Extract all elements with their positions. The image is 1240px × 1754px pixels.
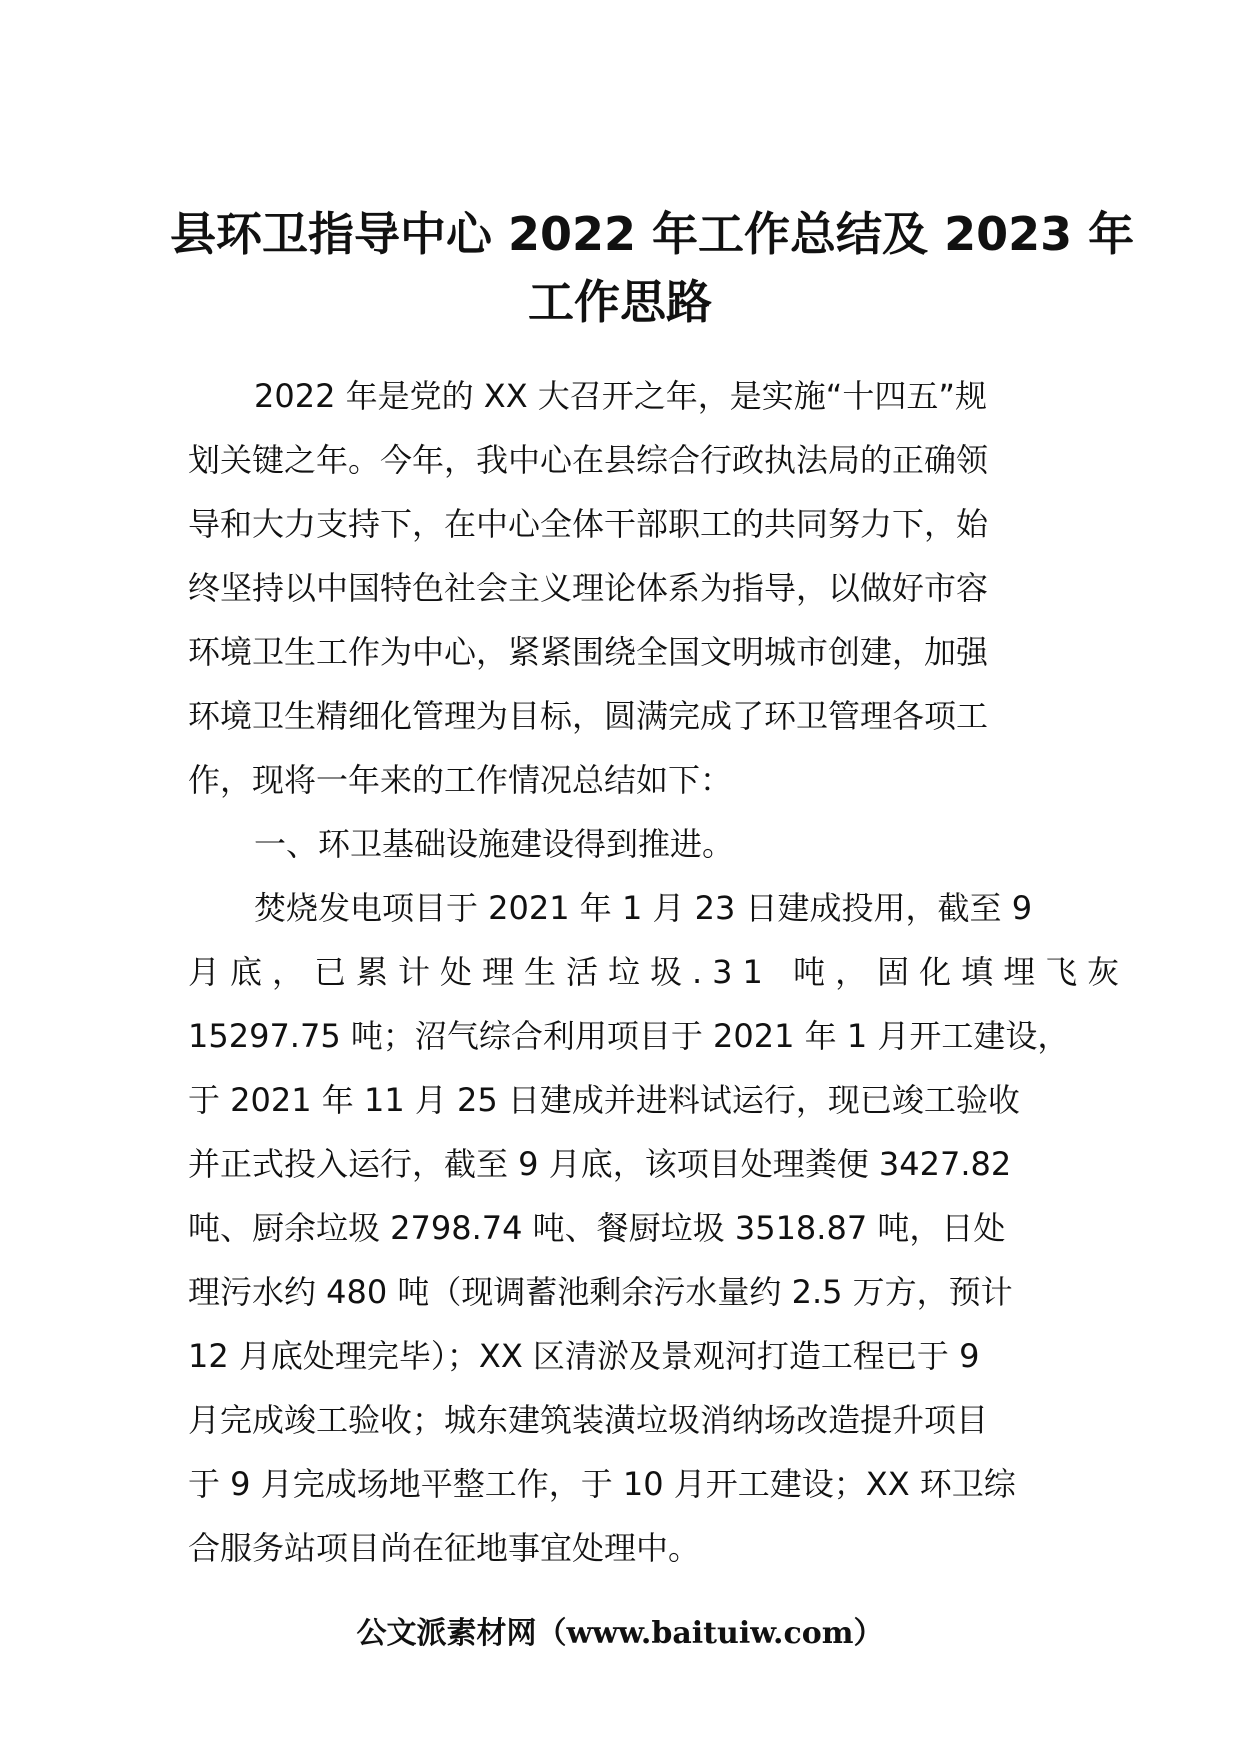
section-1-line: 焚烧发电项目于 2021 年 1 月 23 日建成投用，截至 9 [254, 889, 1033, 927]
section-1-line: 合服务站项目尚在征地事宜处理中。 [188, 1529, 701, 1567]
section-1-paragraph [188, 876, 1130, 1580]
section-1-line: 理污水约 480 吨（现调蓄池剩余污水量约 2.5 万方，预计 [188, 1273, 1013, 1311]
intro-line: 环境卫生精细化管理为目标，圆满完成了环卫管理各项工 [188, 697, 989, 735]
section-1-line: 并正式投入运行，截至 9 月底，该项目处理粪便 3427.82 [188, 1145, 1012, 1183]
section-heading-1 [188, 812, 1058, 876]
intro-line: 划关键之年。今年，我中心在县综合行政执法局的正确领 [188, 441, 989, 479]
footer-source: 公文派素材网（www.baituiw.com） [356, 1616, 884, 1651]
intro-line: 作，现将一年来的工作情况总结如下： [188, 761, 733, 799]
document-title [170, 200, 1135, 336]
intro-line: 导和大力支持下，在中心全体干部职工的共同努力下，始 [188, 505, 989, 543]
section-1-line: 于 2021 年 11 月 25 日建成并进料试运行，现已竣工验收 [188, 1081, 1020, 1119]
section-1-line: 12 月底处理完毕）；XX 区清淤及景观河打造工程已于 9 [188, 1337, 980, 1375]
intro-line: 2022 年是党的 XX 大召开之年，是实施“十四五”规 [254, 377, 987, 415]
intro-line: 终坚持以中国特色社会主义理论体系为指导，以做好市容 [188, 569, 989, 607]
intro-paragraph [188, 364, 1058, 812]
section-heading-text: 一、环卫基础设施建设得到推进。 [254, 825, 735, 863]
section-1-line: 月完成竣工验收；城东建筑装潢垃圾消纳场改造提升项目 [188, 1401, 989, 1439]
intro-line: 环境卫生工作为中心，紧紧围绕全国文明城市创建，加强 [188, 633, 989, 671]
title-line-1: 县环卫指导中心 2022 年工作总结及 2023 年 [170, 207, 1135, 261]
section-1-line: 于 9 月完成场地平整工作，于 10 月开工建设；XX 环卫综 [188, 1465, 1016, 1503]
section-1-line: 吨、厨余垃圾 2798.74 吨、餐厨垃圾 3518.87 吨，日处 [188, 1209, 1006, 1247]
section-1-line: 15297.75 吨；沼气综合利用项目于 2021 年 1 月开工建设， [188, 1017, 1070, 1055]
section-1-line: 月底，已累计处理生活垃圾.31 吨，固化填埋飞灰 [188, 953, 1130, 991]
title-line-2: 工作思路 [528, 275, 712, 329]
document-body [188, 364, 1130, 1580]
